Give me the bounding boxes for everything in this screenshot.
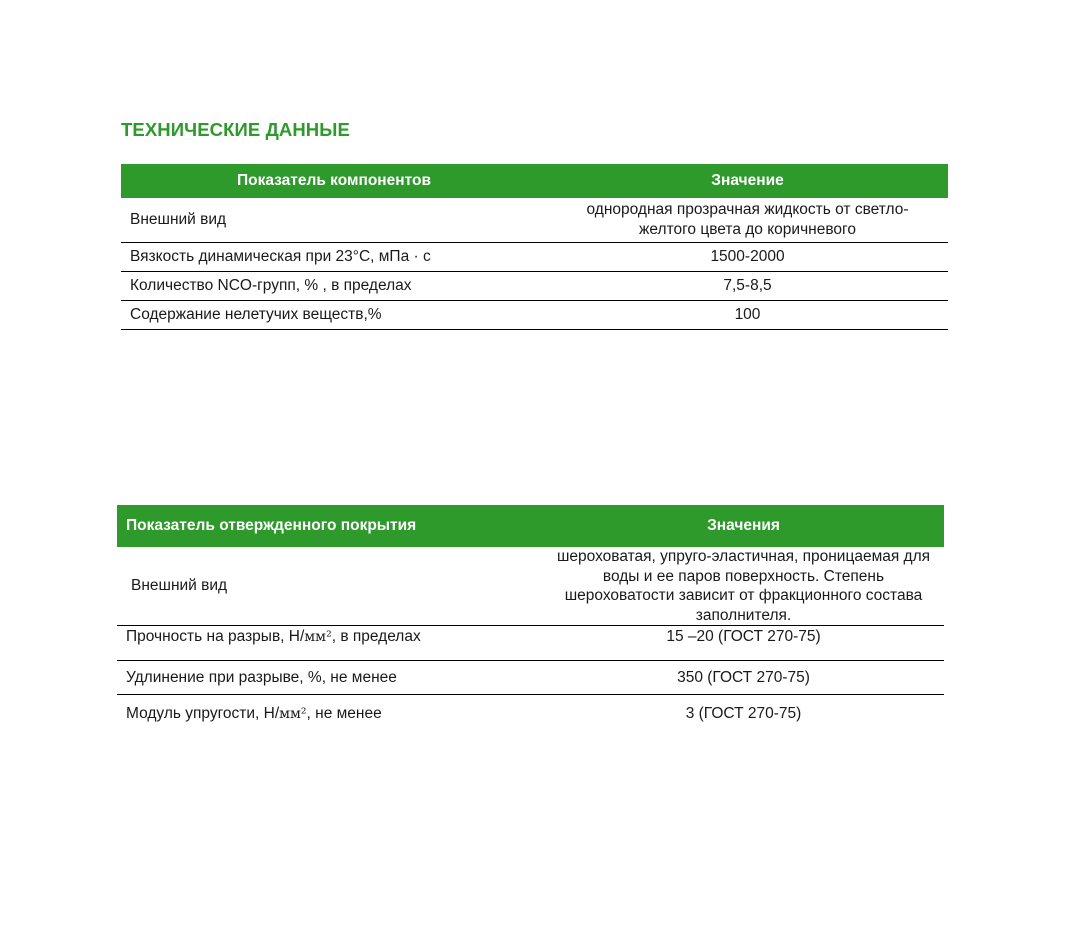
table-row <box>117 661 944 695</box>
unit-text: мм² <box>304 629 332 645</box>
coating-table <box>117 505 944 738</box>
table-header-row <box>117 505 944 547</box>
components-table <box>121 164 948 330</box>
page-title: ТЕХНИЧЕСКИЕ ДАННЫЕ <box>121 119 350 140</box>
row-parameter: Содержание нелетучих веществ,% <box>130 306 382 323</box>
row-value: 15 –20 (ГОСТ 270-75) <box>666 628 821 645</box>
table-row <box>121 272 948 301</box>
column-header-parameter: Показатель отвержденного покрытия <box>117 505 543 547</box>
row-parameter <box>117 626 543 661</box>
param-suffix-text: , не менее <box>306 705 382 722</box>
row-value: 1500-2000 <box>710 248 785 265</box>
row-value-text: однородная прозрачная жидкость от светло-желтого цвета до коричневого <box>586 201 909 238</box>
row-value: 100 <box>734 306 761 323</box>
row-value <box>547 198 948 243</box>
table-row <box>121 301 948 330</box>
table-row <box>117 547 944 626</box>
row-parameter <box>117 695 543 739</box>
row-value: 7,5-8,5 <box>723 277 772 294</box>
unit-text: мм² <box>279 706 307 722</box>
table-row <box>121 243 948 272</box>
row-parameter: Вязкость динамическая при 23°C, мПа · с <box>130 248 431 265</box>
row-value-text: шероховатая, упруго-эластичная, проницаемая для воды и ее паров поверхность. Степень шероховатости зависит от фракционного состава заполнителя. <box>556 548 931 624</box>
row-value: 3 (ГОСТ 270-75) <box>685 705 802 722</box>
param-suffix-text: , в пределах <box>331 628 421 645</box>
row-parameter: Количество NCO-групп, % , в пределах <box>130 277 412 294</box>
row-parameter: Внешний вид <box>130 211 227 228</box>
table-row <box>117 695 944 739</box>
table-header-row <box>121 164 948 198</box>
column-header-value: Значение <box>547 164 948 198</box>
column-header-value: Значения <box>543 505 944 547</box>
row-value <box>543 547 944 626</box>
table-row <box>121 198 948 243</box>
column-header-parameter: Показатель компонентов <box>121 164 547 198</box>
table-row <box>117 626 944 661</box>
row-parameter: Удлинение при разрыве, %, не менее <box>126 668 397 686</box>
param-text: Прочность на разрыв, Н/ <box>126 628 305 645</box>
param-text: Модуль упругости, Н/ <box>126 705 280 722</box>
row-value: 350 (ГОСТ 270-75) <box>677 668 810 686</box>
row-parameter: Внешний вид <box>131 577 228 595</box>
